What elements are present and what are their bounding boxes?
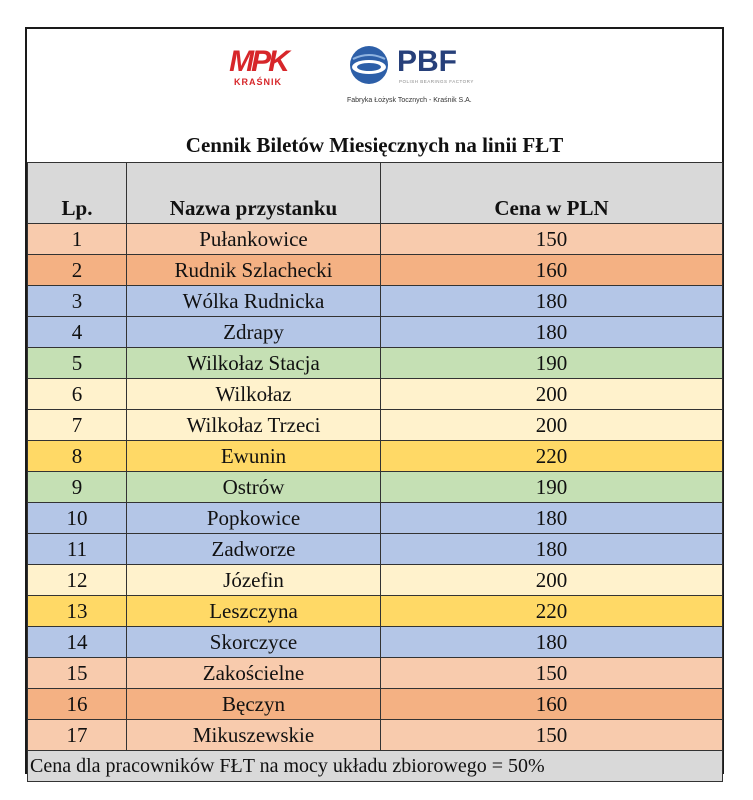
row-number: 11 <box>28 534 127 565</box>
logo-header <box>27 29 722 137</box>
stop-price: 200 <box>381 410 723 441</box>
table-row <box>28 689 723 720</box>
stop-name: Pułankowice <box>127 224 381 255</box>
mpk-logo-subtext: KRAŚNIK <box>233 77 282 87</box>
footer-row <box>28 751 723 782</box>
stop-name: Józefin <box>127 565 381 596</box>
row-number: 6 <box>28 379 127 410</box>
stop-price: 180 <box>381 503 723 534</box>
stop-price: 220 <box>381 596 723 627</box>
row-number: 10 <box>28 503 127 534</box>
row-number: 17 <box>28 720 127 751</box>
stop-name: Zdrapy <box>127 317 381 348</box>
stop-name: Zakościelne <box>127 658 381 689</box>
price-list-sheet <box>25 27 724 777</box>
table-row <box>28 720 723 751</box>
stop-price: 190 <box>381 472 723 503</box>
stop-name: Skorczyce <box>127 627 381 658</box>
page-title: Cennik Biletów Miesięcznych na linii FŁT <box>185 133 564 157</box>
row-number: 13 <box>28 596 127 627</box>
stop-name: Zadworze <box>127 534 381 565</box>
stop-price: 200 <box>381 565 723 596</box>
row-number: 15 <box>28 658 127 689</box>
mpk-logo-text: MPK <box>229 45 287 78</box>
row-number: 9 <box>28 472 127 503</box>
stop-name: Ewunin <box>127 441 381 472</box>
table-row <box>28 441 723 472</box>
header-stop-name: Nazwa przystanku <box>127 163 381 224</box>
table-row <box>28 348 723 379</box>
pbf-logo-text: PBF <box>397 45 457 78</box>
table-row <box>28 379 723 410</box>
table-row <box>28 596 723 627</box>
row-number: 12 <box>28 565 127 596</box>
stop-price: 160 <box>381 255 723 286</box>
table-row <box>28 503 723 534</box>
stop-name: Mikuszewskie <box>127 720 381 751</box>
stop-price: 180 <box>381 627 723 658</box>
row-number: 3 <box>28 286 127 317</box>
stop-name: Rudnik Szlachecki <box>127 255 381 286</box>
stop-name: Wilkołaz Stacja <box>127 348 381 379</box>
stop-price: 190 <box>381 348 723 379</box>
row-number: 7 <box>28 410 127 441</box>
stop-name: Ostrów <box>127 472 381 503</box>
pbf-globe-icon <box>349 45 389 85</box>
row-number: 1 <box>28 224 127 255</box>
employee-discount-note: Cena dla pracowników FŁT na mocy układu zbiorowego = 50% <box>28 751 723 782</box>
header-lp: Lp. <box>28 163 127 224</box>
stop-price: 150 <box>381 658 723 689</box>
stop-name: Wilkołaz Trzeci <box>127 410 381 441</box>
row-number: 16 <box>28 689 127 720</box>
stop-price: 220 <box>381 441 723 472</box>
stop-name: Wólka Rudnicka <box>127 286 381 317</box>
table-row <box>28 627 723 658</box>
row-number: 4 <box>28 317 127 348</box>
mpk-krasnik-logo <box>221 47 295 87</box>
stop-price: 180 <box>381 286 723 317</box>
stop-price: 180 <box>381 534 723 565</box>
row-number: 8 <box>28 441 127 472</box>
table-row <box>28 565 723 596</box>
table-row <box>28 410 723 441</box>
stop-price: 150 <box>381 720 723 751</box>
table-row <box>28 255 723 286</box>
table-header-row <box>28 163 723 224</box>
price-table <box>27 162 723 782</box>
row-number: 14 <box>28 627 127 658</box>
header-price: Cena w PLN <box>381 163 723 224</box>
table-row <box>28 658 723 689</box>
table-row <box>28 286 723 317</box>
table-row <box>28 472 723 503</box>
table-row <box>28 224 723 255</box>
stop-price: 180 <box>381 317 723 348</box>
pbf-tagline: POLISH BEARINGS FACTORY <box>399 79 474 84</box>
stop-name: Wilkołaz <box>127 379 381 410</box>
row-number: 5 <box>28 348 127 379</box>
table-row <box>28 317 723 348</box>
stop-name: Bęczyn <box>127 689 381 720</box>
pbf-logo <box>349 43 509 113</box>
stop-name: Leszczyna <box>127 596 381 627</box>
stop-price: 160 <box>381 689 723 720</box>
pbf-company-name: Fabryka Łożysk Tocznych - Kraśnik S.A. <box>347 97 472 104</box>
stop-price: 150 <box>381 224 723 255</box>
stop-name: Popkowice <box>127 503 381 534</box>
row-number: 2 <box>28 255 127 286</box>
table-row <box>28 534 723 565</box>
stop-price: 200 <box>381 379 723 410</box>
